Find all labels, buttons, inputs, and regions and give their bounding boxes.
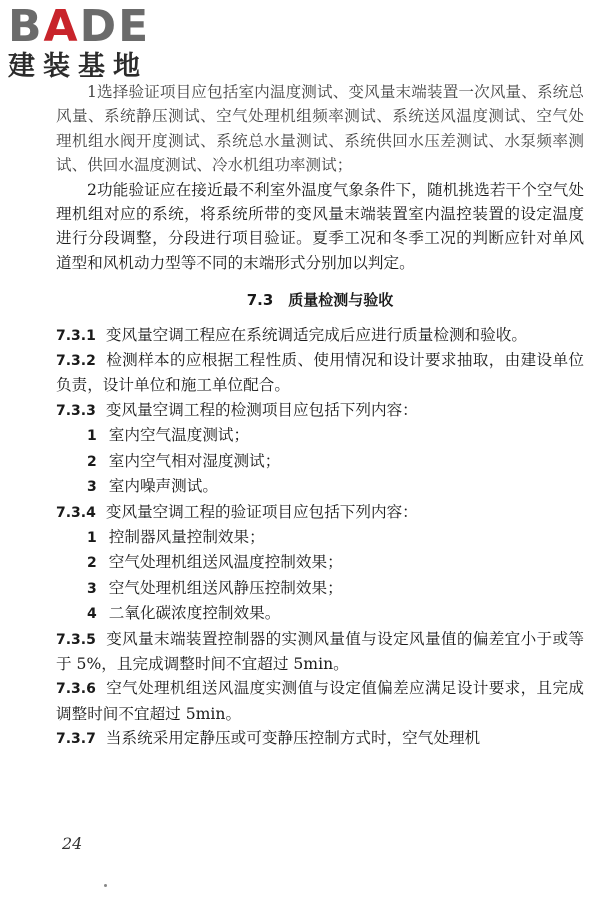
clause-text: 变风量空调工程的检测项目应包括下列内容： <box>105 400 418 419</box>
list-item <box>56 423 584 448</box>
item-number: 2 <box>87 453 97 470</box>
clause-text: 变风量空调工程应在系统调适完成后应进行质量检测和验收。 <box>105 325 527 344</box>
list-item <box>56 550 584 575</box>
item-number: 3 <box>87 580 97 597</box>
item-text: 二氧化碳浓度控制效果。 <box>108 604 281 623</box>
item-text: 控制器风量控制效果； <box>108 527 265 546</box>
list-item <box>56 525 584 550</box>
clause-7-3-1 <box>56 323 584 348</box>
logo-wordmark <box>8 1 178 52</box>
section-heading: 7.3 质量检测与验收 <box>246 291 394 310</box>
logo-subtitle: 建装基地 <box>8 51 148 82</box>
clause-7-3-4 <box>56 500 584 525</box>
clause-number: 7.3.1 <box>56 327 96 344</box>
clause-7-3-3 <box>56 398 584 423</box>
clause-text: 空气处理机组送风温度实测值与设定值偏差应满足设计要求，且完成调整时间不宜超过 5min。 <box>56 679 584 723</box>
list-item <box>56 576 584 601</box>
paragraph-item-2 <box>56 178 584 276</box>
document-body <box>56 80 584 752</box>
clause-number: 7.3.7 <box>56 731 96 748</box>
item-text: 室内空气温度测试； <box>108 426 250 445</box>
clause-number: 7.3.5 <box>56 631 96 648</box>
clause-7-3-6 <box>56 676 584 726</box>
item-number: 1 <box>87 83 97 101</box>
item-text: 功能验证应在接近最不利室外温度气象条件下，随机挑选若干个空气处理机组对应的系统，将系统所带的变风量末端装置室内温控装置的设定温度进行分段调整，分段进行项目验证。夏季工况和冬季工况的判断应针对单风道型和风机动力型等不同的末端形式分别加以判定。 <box>56 180 584 272</box>
logo-letter-a-accent: A <box>43 1 80 52</box>
item-number: 1 <box>87 428 97 445</box>
logo-letter-b: B <box>8 1 44 52</box>
list-item <box>56 601 584 626</box>
bade-logo <box>8 1 178 90</box>
item-number: 3 <box>87 479 97 496</box>
item-number: 4 <box>87 606 97 623</box>
clause-number: 7.3.2 <box>56 353 96 370</box>
clause-text: 变风量空调工程的验证项目应包括下列内容： <box>105 502 418 521</box>
clause-7-3-2 <box>56 348 584 398</box>
item-text: 空气处理机组送风静压控制效果； <box>108 578 343 597</box>
list-item <box>56 449 584 474</box>
clause-number: 7.3.3 <box>56 402 96 419</box>
page-number: 24 <box>62 834 83 853</box>
item-number: 2 <box>87 180 97 199</box>
logo-letters-de: DE <box>79 1 151 52</box>
clause-text: 检测样本的应根据工程性质、使用情况和设计要求抽取，由建设单位负责，设计单位和施工单位配合。 <box>56 351 584 395</box>
clause-text: 变风量末端装置控制器的实测风量值与设定风量值的偏差宜小于或等于 5%，且完成调整时间不宜超过 5min。 <box>56 629 584 673</box>
clause-7-3-7 <box>56 726 584 751</box>
list-item <box>56 474 584 499</box>
clause-number: 7.3.4 <box>56 504 96 521</box>
item-text: 室内噪声测试。 <box>108 477 218 496</box>
clause-text: 当系统采用定静压或可变静压控制方式时，空气处理机 <box>105 729 481 748</box>
item-text: 室内空气相对湿度测试； <box>108 451 281 470</box>
scan-speck <box>104 884 107 887</box>
item-number: 2 <box>87 555 97 572</box>
clause-number: 7.3.6 <box>56 681 96 698</box>
paragraph-item-1 <box>56 80 584 178</box>
clause-7-3-5 <box>56 627 584 677</box>
item-text: 选择验证项目应包括室内温度测试、变风量末端装置一次风量、系统总风量、系统静压测试、空气处理机组频率测试、系统送风温度测试、空气处理机组水阀开度测试、系统总水量测试、系统供回水压差测试、水泵频率测试、供回水温度测试、冷水机组功率测试； <box>56 83 584 175</box>
item-number: 1 <box>87 529 97 546</box>
item-text: 空气处理机组送风温度控制效果； <box>108 553 343 572</box>
